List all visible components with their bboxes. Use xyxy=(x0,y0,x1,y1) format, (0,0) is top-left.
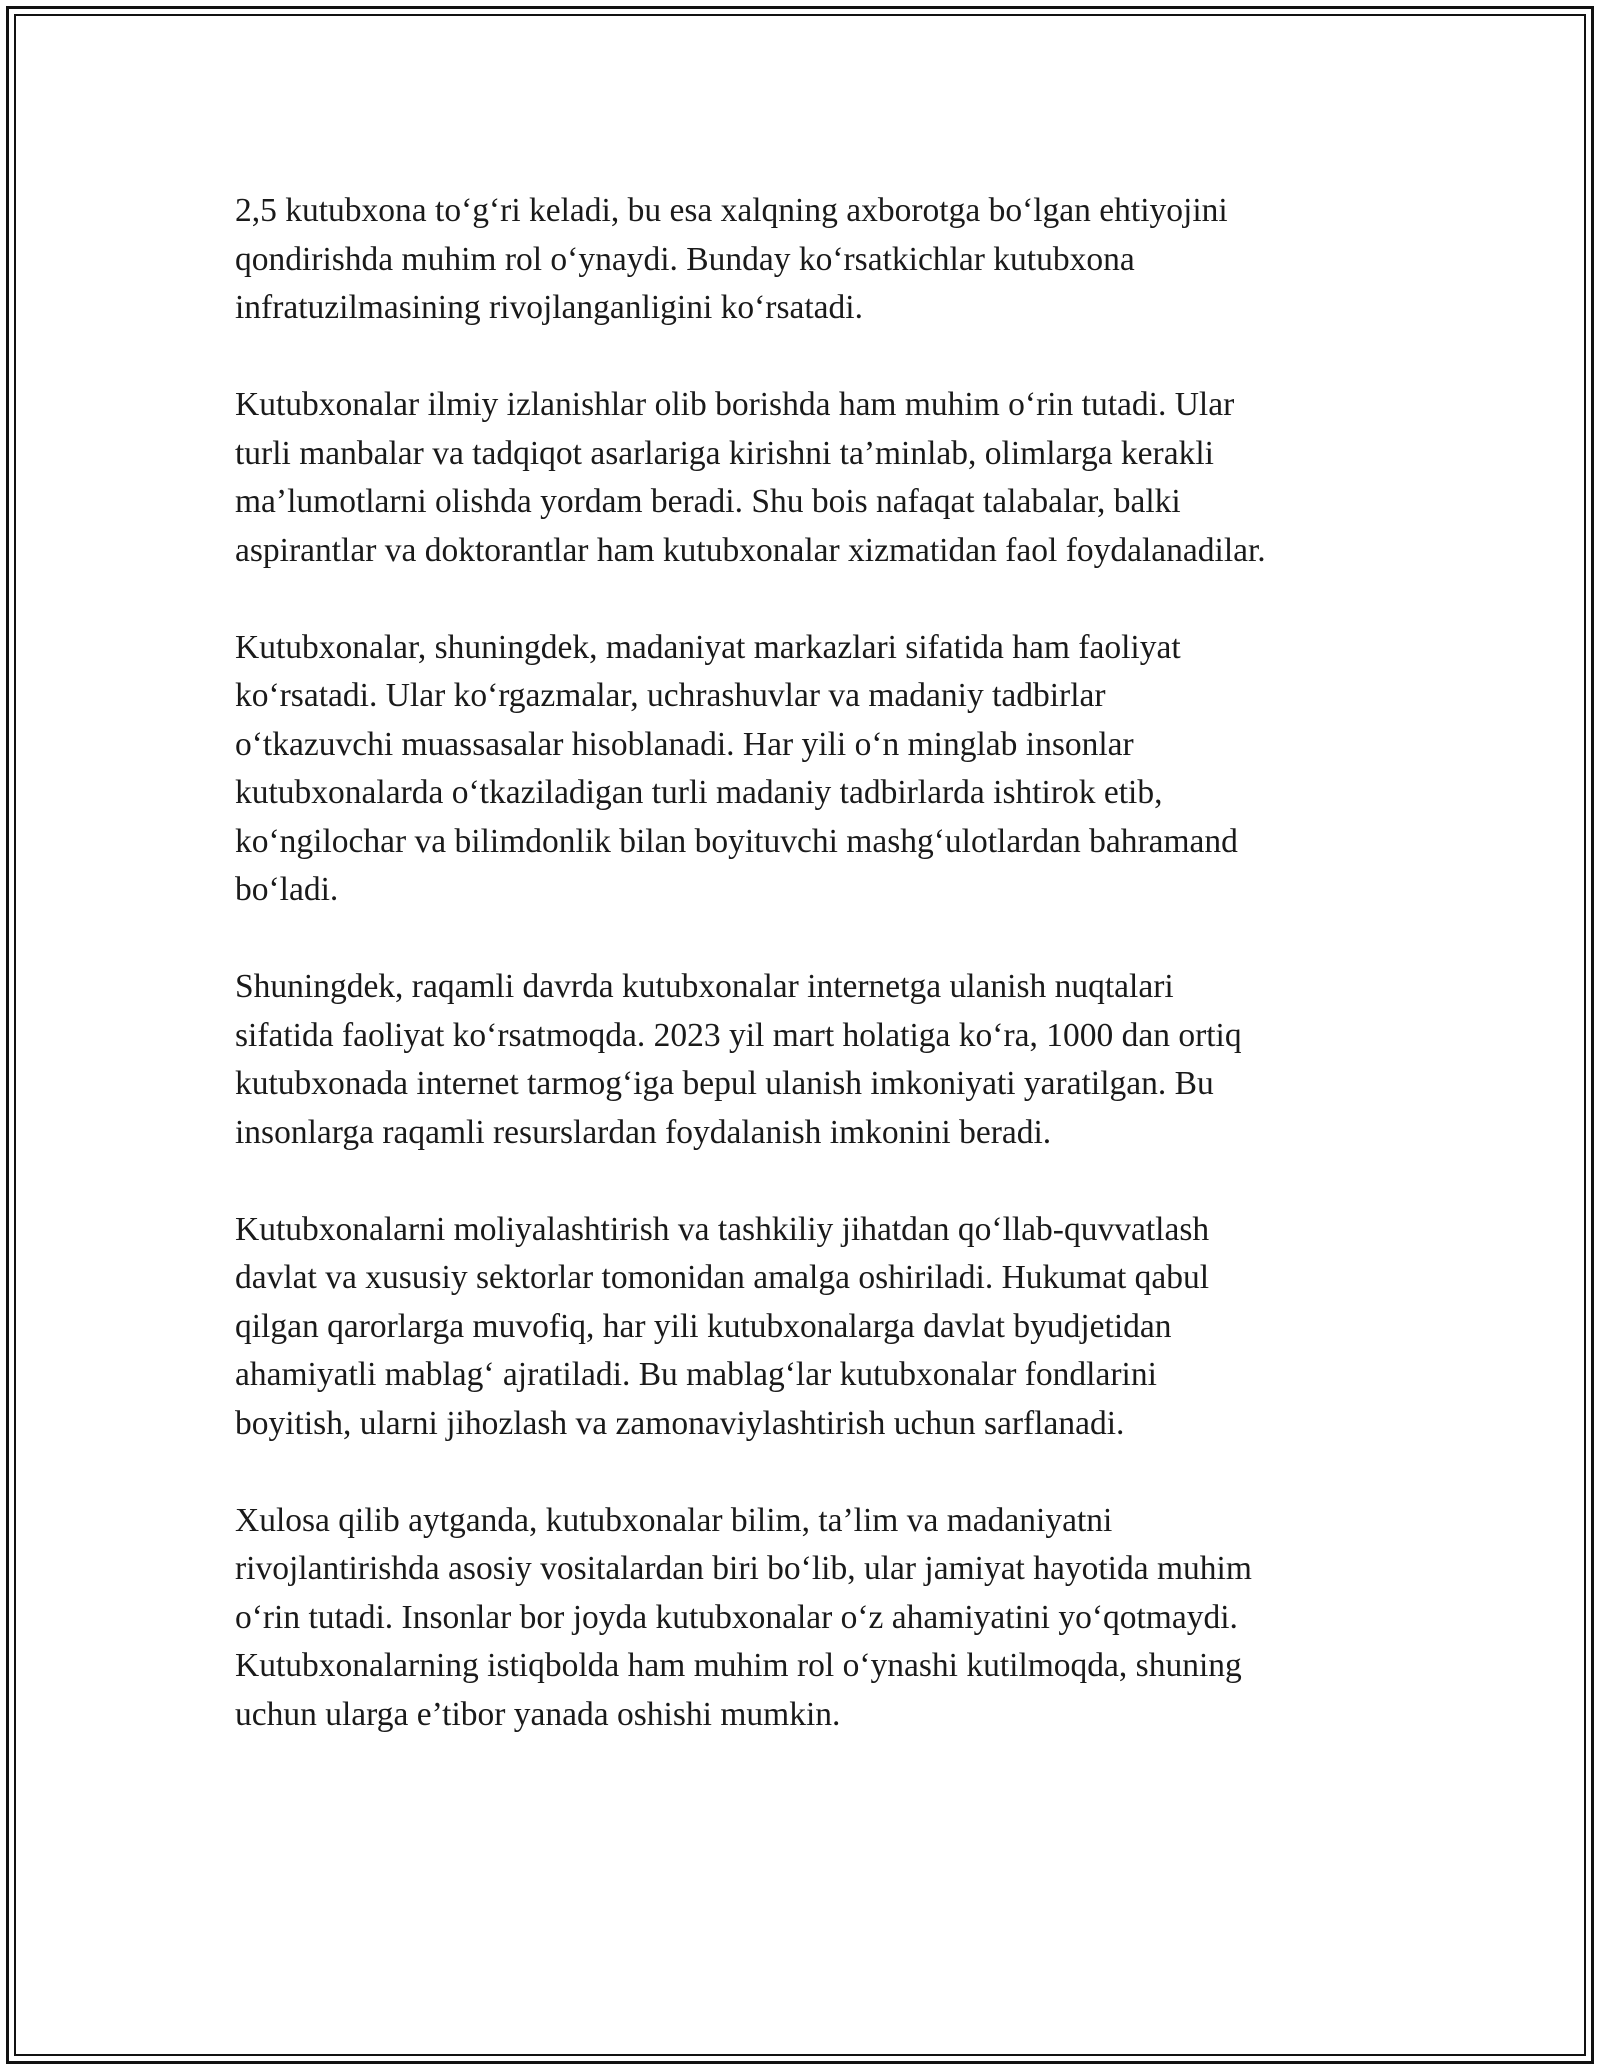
document-body xyxy=(235,187,1385,1788)
text-line: bo‘ladi. xyxy=(235,871,339,908)
text-line: 2,5 kutubxona to‘g‘ri keladi, bu esa xalqning axborotga bo‘lgan ehtiyojini xyxy=(235,192,1228,229)
text-line: kutubxonada internet tarmog‘iga bepul ulanish imkoniyati yaratilgan. Bu xyxy=(235,1065,1214,1102)
text-line: ma’lumotlarni olishda yordam beradi. Shu bois nafaqat talabalar, balki xyxy=(235,483,1181,520)
paragraph-6 xyxy=(235,1497,1385,1740)
text-line: Shuningdek, raqamli davrda kutubxonalar internetga ulanish nuqtalari xyxy=(235,968,1174,1005)
text-line: sifatida faoliyat ko‘rsatmoqda. 2023 yil mart holatiga ko‘ra, 1000 dan ortiq xyxy=(235,1016,1242,1054)
paragraph-5 xyxy=(235,1206,1385,1449)
text-line: insonlarga raqamli resurslardan foydalanish imkonini beradi. xyxy=(235,1113,1052,1151)
text-line: Kutubxonalar ilmiy izlanishlar olib borishda ham muhim o‘rin tutadi. Ular xyxy=(235,386,1235,423)
text-line: ko‘rsatadi. Ular ko‘rgazmalar, uchrashuvlar va madaniy tadbirlar xyxy=(235,677,1106,714)
text-line: o‘tkazuvchi muassasalar hisoblanadi. Har yili o‘n minglab insonlar xyxy=(235,725,1134,763)
text-line: kutubxonalarda o‘tkaziladigan turli madaniy tadbirlarda ishtirok etib, xyxy=(235,774,1163,811)
text-line: davlat va xususiy sektorlar tomonidan amalga oshiriladi. Hukumat qabul xyxy=(235,1259,1210,1296)
text-line: turli manbalar va tadqiqot asarlariga kirishni ta’minlab, olimlarga kerakli xyxy=(235,434,1214,472)
text-line: o‘rin tutadi. Insonlar bor joyda kutubxonalar o‘z ahamiyatini yo‘qotmaydi. xyxy=(235,1598,1238,1636)
text-line: uchun ularga e’tibor yanada oshishi mumkin. xyxy=(235,1695,841,1733)
text-line: ko‘ngilochar va bilimdonlik bilan boyituvchi mashg‘ulotlardan bahramand xyxy=(235,822,1238,860)
text-line: Kutubxonalarning istiqbolda ham muhim rol o‘ynashi kutilmoqda, shuning xyxy=(235,1647,1242,1684)
paragraph-4 xyxy=(235,963,1385,1157)
paragraph-3 xyxy=(235,624,1385,915)
text-line: ahamiyatli mablag‘ ajratiladi. Bu mablag‘lar kutubxonalar fondlarini xyxy=(235,1356,1157,1393)
text-line: infratuzilmasining rivojlanganligini ko‘rsatadi. xyxy=(235,289,863,326)
text-line: Xulosa qilib aytganda, kutubxonalar bilim, ta’lim va madaniyatni xyxy=(235,1501,1113,1539)
text-line: boyitish, ularni jihozlash va zamonaviylashtirish uchun sarflanadi. xyxy=(235,1404,1125,1442)
text-line: qilgan qarorlarga muvofiq, har yili kutubxonalarga davlat byudjetidan xyxy=(235,1307,1172,1345)
paragraph-2 xyxy=(235,381,1385,575)
text-line: Kutubxonalarni moliyalashtirish va tashkiliy jihatdan qo‘llab-quvvatlash xyxy=(235,1210,1210,1248)
text-line: aspirantlar va doktorantlar ham kutubxonalar xizmatidan faol foydalanadilar. xyxy=(235,531,1266,569)
text-line: Kutubxonalar, shuningdek, madaniyat markazlari sifatida ham faoliyat xyxy=(235,628,1181,666)
paragraph-1 xyxy=(235,187,1385,333)
text-line: rivojlantirishda asosiy vositalardan biri bo‘lib, ular jamiyat hayotida muhim xyxy=(235,1550,1252,1587)
text-line: qondirishda muhim rol o‘ynaydi. Bunday ko‘rsatkichlar kutubxona xyxy=(235,240,1135,278)
